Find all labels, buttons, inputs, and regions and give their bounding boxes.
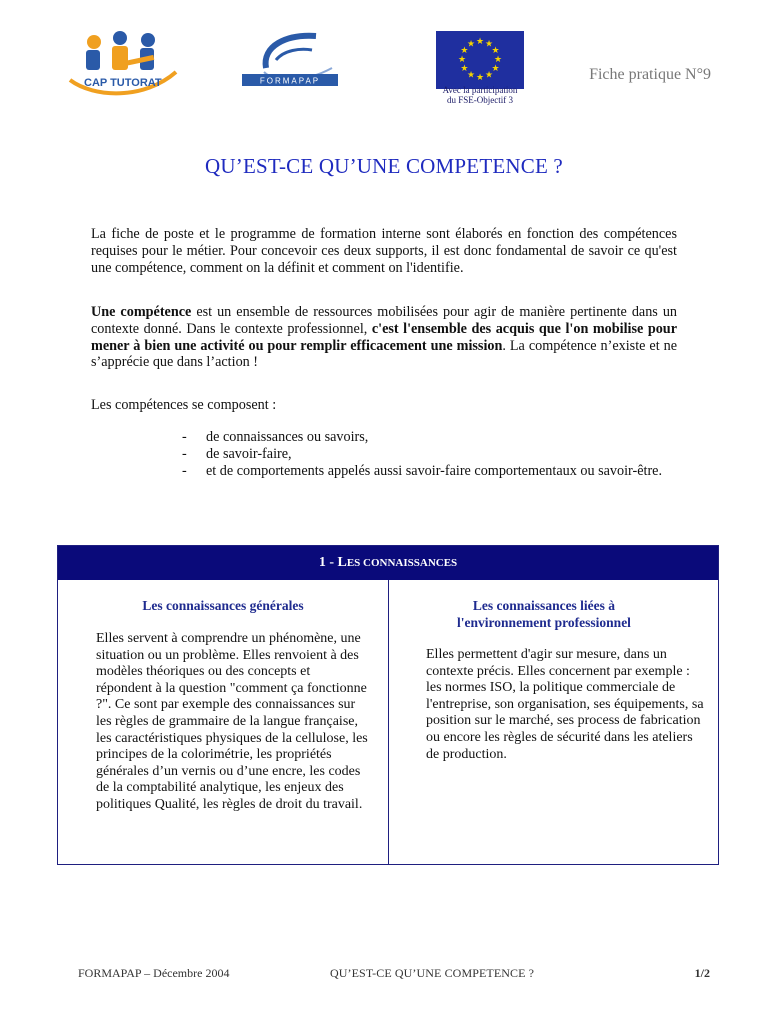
formapap-logo-text: FORMAPAP [259, 76, 321, 86]
eu-caption-line2: du FSE-Objectif 3 [447, 95, 513, 105]
eu-star-icon: ★ [475, 72, 485, 82]
eu-star-icon: ★ [493, 54, 503, 64]
list-item [182, 446, 677, 463]
bullet-dash: - [182, 462, 187, 479]
eu-flag-logo [436, 31, 524, 89]
intro-paragraph: La fiche de poste et le programme de formation interne sont élaborés en fonction des compétences requises pour le métier. Pour concevoir ces deux supports, il est donc fondamental de savoir ce qu'est une compétence, comment on la définit et comment on l'identifie. [91, 226, 677, 276]
definition-part1: est un ensemble de ressources mobilisées pour agir de manière pertinente dans un contexte donné. Dans le contexte professionnel, [91, 304, 678, 337]
eu-star-icon: ★ [475, 36, 485, 46]
eu-caption-line1: Avec la participation [442, 85, 518, 95]
eu-star-icon: ★ [460, 63, 469, 73]
fiche-label: Fiche pratique N°9 [589, 66, 711, 83]
left-column-text: Elles servent à comprendre un phénomène, une situation ou un problème. Elles renvoient à des modèles théoriques ou des concepts et répondent à la question "comment ça fonctionne ?". Ce sont par exemple des connaissances sur les règles de grammaire de la langue française, les caractéristiques physiques de la cellulose, les principes de la colorimétrie, les propriétés générales d’un vernis ou d’une encre, les codes de la comptabilité analytique, les enjeux des politiques Qualité, les règles de droit du travail. [96, 631, 368, 812]
bullet-dash: - [182, 445, 187, 462]
footer-center: QU’EST-CE QU’UNE COMPETENCE ? [330, 966, 535, 980]
definition-term: Une compétence [91, 304, 192, 320]
list-item [182, 463, 677, 480]
eu-star-icon: ★ [460, 45, 469, 55]
left-column-title: Les connaissances générales [142, 598, 304, 613]
bullet-dash: - [182, 429, 187, 445]
list-item-text: de connaissances ou savoirs, [206, 429, 369, 445]
right-column-text: Elles permettent d'agir sur mesure, dans un contexte précis. Elles concernent par exemple : les normes ISO, la politique commerciale de l'entreprise, son organisation, ses équipements, sa position sur le marché, ses process de fabrication ou encore les règles de sécurité dans les ateliers de production. [426, 647, 704, 762]
eu-star-icon: ★ [491, 45, 500, 55]
composition-list [182, 429, 677, 479]
eu-caption [424, 85, 536, 105]
eu-star-icon: ★ [457, 54, 467, 64]
page-number: 1/2 [694, 966, 710, 980]
formapap-logo [236, 28, 348, 92]
list-item-text: de savoir-faire, [206, 445, 292, 462]
left-column [58, 580, 388, 864]
eu-star-icon: ★ [484, 38, 494, 49]
list-item-text: et de comportements appelés aussi savoir-faire comportementaux ou savoir-être. [206, 462, 663, 479]
eu-star-icon: ★ [466, 38, 476, 49]
cap-tutorat-logo [64, 28, 182, 100]
right-column-title-line2: l'environnement professionnel [457, 615, 631, 630]
cap-tutorat-logo-text: CAP TUTORAT [84, 77, 162, 89]
definition-paragraph [91, 304, 677, 371]
section-header [58, 546, 718, 580]
right-column-title-line1: Les connaissances liées à [472, 598, 616, 613]
right-column [389, 580, 719, 864]
section-header-rest: ES CONNAISSANCES [346, 557, 458, 569]
eu-star-icon: ★ [491, 63, 500, 73]
footer-left: FORMAPAP – Décembre 2004 [78, 966, 230, 980]
definition-emphasis: c'est l'ensemble des acquis que l'on mobilise pour mener à bien une activité ou pour remplir efficacement une mission [91, 320, 677, 354]
list-item [182, 429, 677, 446]
definition-part2: . La compétence n’existe et ne s’apprécie que dans l’action ! [91, 337, 677, 371]
eu-star-icon: ★ [466, 69, 476, 80]
page-title: QU’EST-CE QU’UNE COMPETENCE ? [205, 154, 563, 178]
section-header-num: 1 - L [318, 555, 347, 570]
eu-star-icon: ★ [484, 69, 494, 80]
connaissances-table [57, 545, 719, 865]
right-column-title [379, 597, 709, 631]
composition-lead: Les compétences se composent : [91, 397, 277, 413]
